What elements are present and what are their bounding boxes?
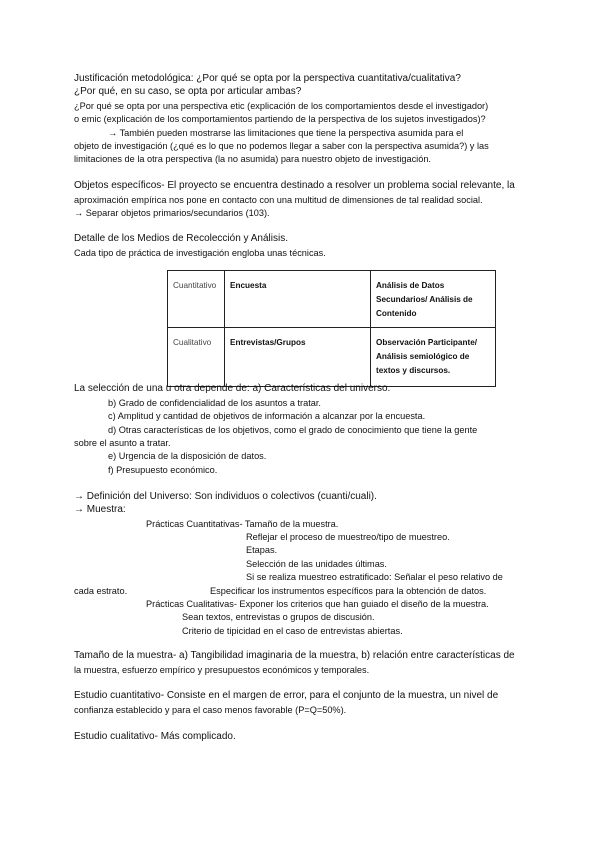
table-cell-tipo: Cuantitativo (168, 271, 225, 328)
detalle-title: Detalle de los Medios de Recolección y Análisis. (74, 233, 288, 244)
tamano-line-2: la muestra, esfuerzo empírico y presupuestos económicos y temporales. (74, 665, 370, 675)
seleccion-f: f) Presupuesto económico. (108, 465, 218, 475)
table-cell-tecnica: Encuesta (225, 271, 371, 328)
justificacion-line-2: ¿Por qué, en su caso, se opta por articular ambas? (74, 86, 302, 97)
justificacion-line-4: o emic (explicación de los comportamientos partiendo de la perspectiva de los sujetos investigados)? (74, 114, 486, 124)
table-row (168, 328, 496, 387)
seleccion-intro: La selección de una u otra depende de: a) Características del universo. (74, 383, 391, 394)
estudio-cuali: Estudio cualitativo- Más complicado. (74, 731, 236, 742)
cuali-item-1: Sean textos, entrevistas o grupos de discusión. (182, 612, 375, 622)
muestra-heading: → Muestra: (74, 504, 126, 515)
cuanti-item-2: Etapas. (246, 545, 278, 555)
seleccion-b: b) Grado de confidencialidad de los asuntos a tratar. (108, 398, 321, 408)
table-cell-analisis: Observación Participante/ Análisis semiológico de textos y discursos. (371, 328, 496, 387)
table-cell-tecnica: Entrevistas/Grupos (225, 328, 371, 387)
seleccion-d2: sobre el asunto a tratar. (74, 438, 171, 448)
cuanti-item-5: Especificar los instrumentos específicos para la obtención de datos. (210, 586, 487, 596)
table-row (168, 271, 496, 328)
justificacion-line-3: ¿Por qué se opta por una perspectiva etic (explicación de los comportamientos desde el investigador) (74, 101, 489, 111)
objetos-line-2: aproximación empírica nos pone en contacto con una multitud de dimensiones de tal realidad social. (74, 195, 483, 205)
estudio-cuanti-line-2: confianza establecido y para el caso menos favorable (P=Q=50%). (74, 705, 347, 715)
practicas-cualitativas: Prácticas Cualitativas- Exponer los criterios que han guiado el diseño de la muestra. (146, 599, 489, 609)
table-cell-tipo: Cualitativo (168, 328, 225, 387)
universo-definicion: → Definición del Universo: Son individuos o colectivos (cuanti/cuali). (74, 491, 377, 502)
justificacion-line-1: Justificación metodológica: ¿Por qué se opta por la perspectiva cuantitativa/cualitativa? (74, 73, 461, 84)
seleccion-e: e) Urgencia de la disposición de datos. (108, 451, 267, 461)
practicas-cuantitativas: Prácticas Cuantitativas- Tamaño de la muestra. (146, 519, 339, 529)
techniques-table (167, 270, 496, 387)
cuanti-item-4b: cada estrato. (74, 586, 128, 596)
justificacion-line-5: → También pueden mostrarse las limitaciones que tiene la perspectiva asumida para el (108, 128, 464, 138)
objetos-line-1: Objetos específicos- El proyecto se encuentra destinado a resolver un problema social relevante, la (74, 180, 515, 191)
cuali-item-2: Criterio de tipicidad en el caso de entrevistas abiertas. (182, 626, 403, 636)
detalle-subtitle: Cada tipo de práctica de investigación engloba unas técnicas. (74, 248, 326, 258)
seleccion-c: c) Amplitud y cantidad de objetivos de información a alcanzar por la encuesta. (108, 411, 426, 421)
objetos-line-3: → Separar objetos primarios/secundarios (103). (74, 208, 270, 218)
justificacion-line-7: limitaciones de la otra perspectiva (la no asumida) para nuestro objeto de investigación. (74, 154, 431, 164)
justificacion-line-6: objeto de investigación (¿qué es lo que no podemos llegar a saber con la perspectiva asumida?) y las (74, 141, 489, 151)
table-cell-analisis: Análisis de Datos Secundarios/ Análisis de Contenido (371, 271, 496, 328)
cuanti-item-1: Reflejar el proceso de muestreo/tipo de muestreo. (246, 532, 450, 542)
seleccion-d1: d) Otras características de los objetivos, como el grado de conocimiento que tiene la gente (108, 425, 478, 435)
tamano-line-1: Tamaño de la muestra- a) Tangibilidad imaginaria de la muestra, b) relación entre características de (74, 650, 515, 661)
cuanti-item-3: Selección de las unidades últimas. (246, 559, 387, 569)
estudio-cuanti-line-1: Estudio cuantitativo- Consiste en el margen de error, para el conjunto de la muestra, un nivel de (74, 690, 499, 701)
cuanti-item-4a: Si se realiza muestreo estratificado: Señalar el peso relativo de (246, 572, 503, 582)
